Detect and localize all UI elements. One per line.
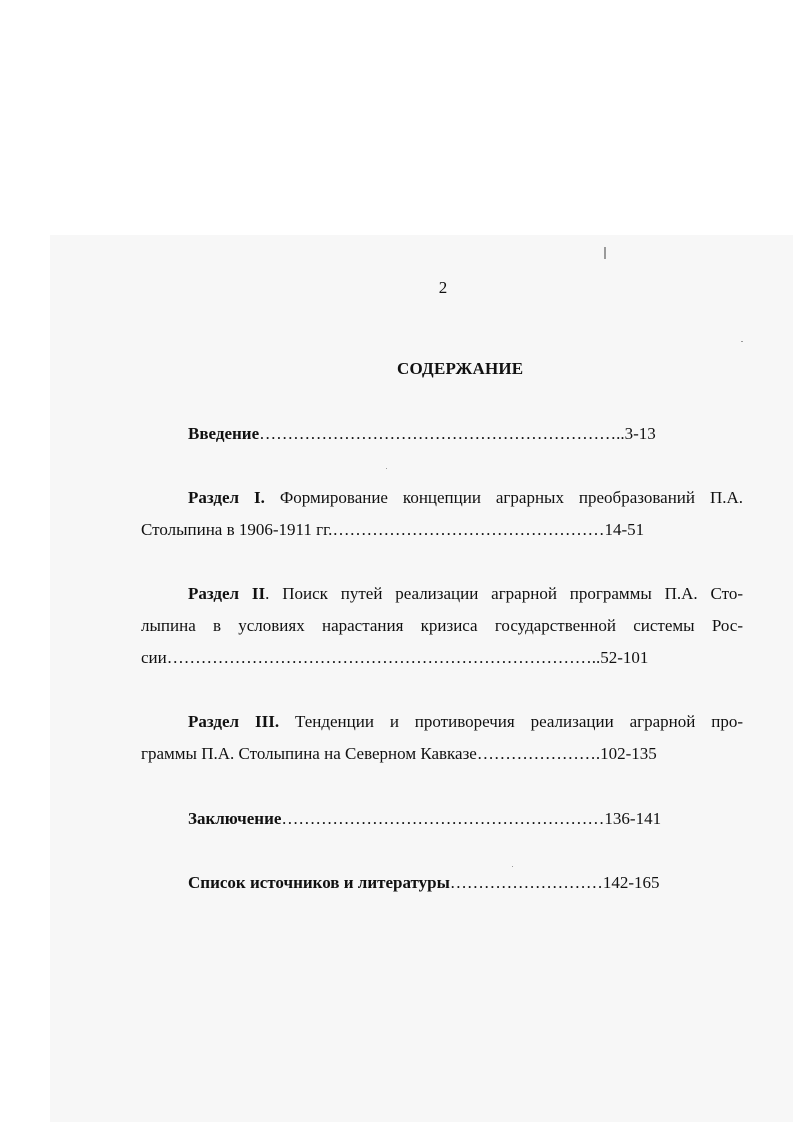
toc-pages: 14-51 [604,520,645,539]
toc-text: лыпина в условиях нарастания кризиса государственной системы Рос- [141,616,743,635]
toc-label: Раздел II [188,584,266,603]
toc-entry-conclusion [188,808,661,830]
toc-text: сии [141,648,167,667]
toc-entry-section-1-cont [141,519,644,541]
toc-label: Раздел I. [188,488,265,507]
scan-speck [604,247,606,259]
toc-entry-introduction [188,423,656,445]
toc-leader: …………………. [476,744,601,763]
toc-text: . Поиск путей реализации аграрной программы П.А. Сто- [265,584,743,603]
toc-label: Заключение [188,809,282,828]
toc-entry-section-3-cont [141,743,657,765]
scan-speck [741,341,743,342]
scan-speck [386,468,387,469]
toc-leader: ……………………………………………………….. [259,424,625,443]
toc-entry-section-1 [188,487,743,509]
toc-entry-section-2-end [141,647,648,669]
toc-entry-section-3 [188,711,743,733]
toc-pages: 136-141 [604,809,662,828]
toc-entry-section-2 [188,583,743,605]
toc-entry-bibliography [188,872,660,894]
toc-pages: 52-101 [600,648,649,667]
toc-leader: ………………………………………………………………….. [166,648,601,667]
toc-text: Формирование концепции аграрных преобразований П.А. [279,488,743,507]
toc-label: Раздел III. [188,712,280,731]
toc-pages: 3-13 [624,424,656,443]
toc-text: Столыпина в 1906-1911 гг. [141,520,333,539]
scan-speck [512,866,513,867]
toc-text: Тенденции и противоречия реализации аграрной про- [294,712,743,731]
toc-pages: 142-165 [602,873,660,892]
page-number: 2 [438,278,448,297]
toc-label: Список источников и литературы [188,873,450,892]
toc-leader: ………………………………………………… [281,809,605,828]
toc-label: Введение [188,424,260,443]
page-title: СОДЕРЖАНИЕ [397,359,524,378]
toc-leader: ……………………… [449,873,603,892]
toc-leader: ………………………………………… [332,520,605,539]
toc-entry-section-2-cont [141,615,743,637]
toc-pages: 102-135 [600,744,657,763]
toc-text: граммы П.А. Столыпина на Северном Кавказе [141,744,477,763]
